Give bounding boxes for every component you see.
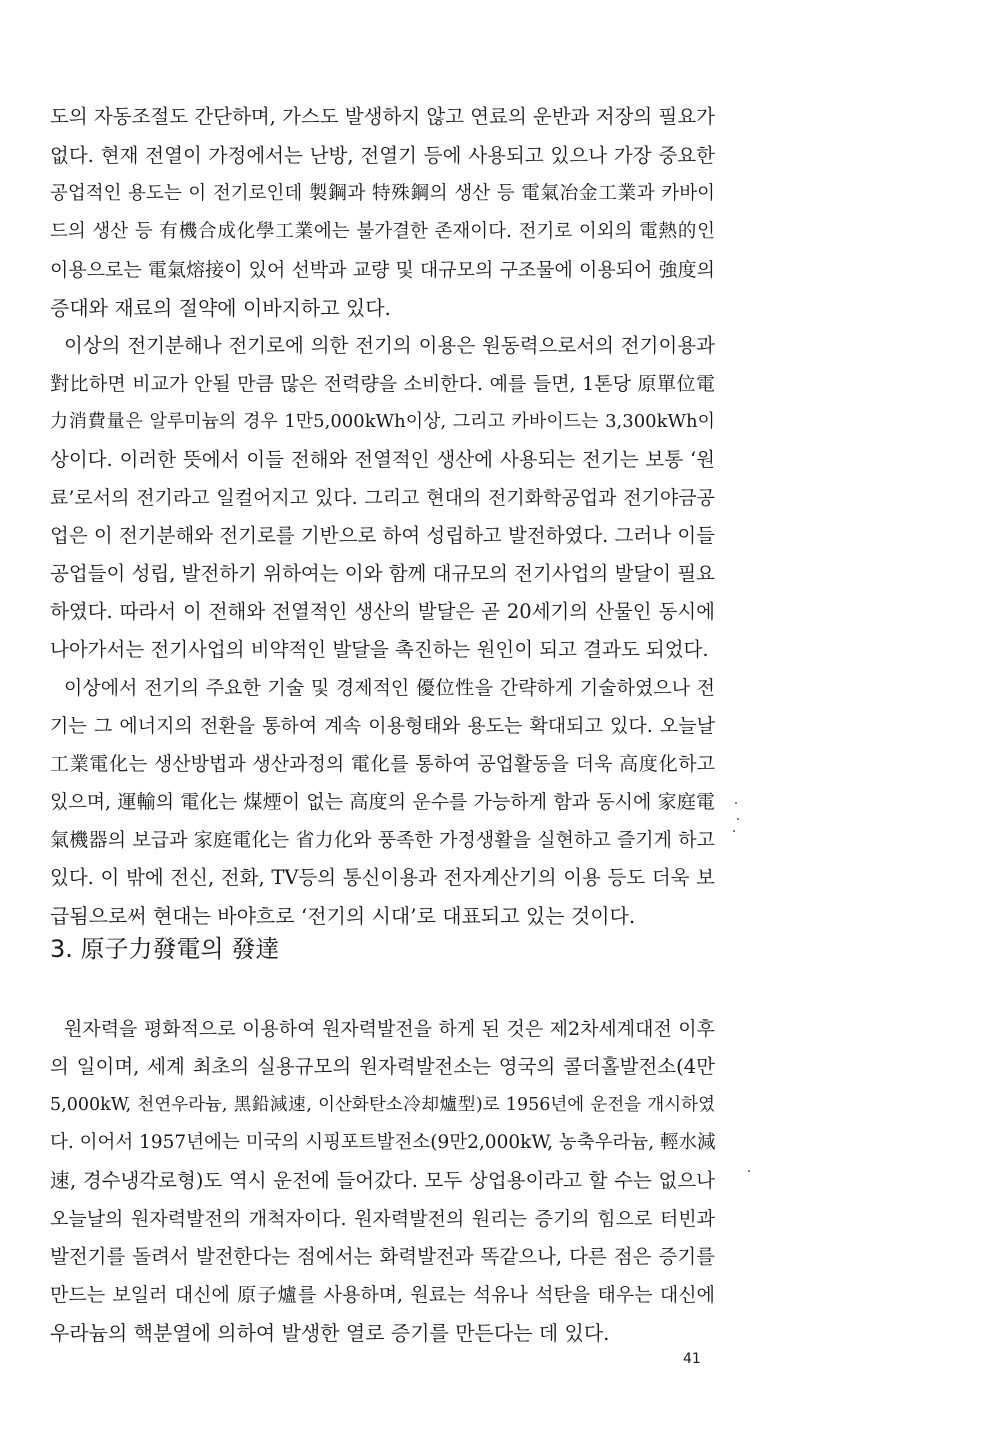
text-line: 없다. 현재 전열이 가정에서는 난방, 전열기 등에 사용되고 있으나 가장 중요한 <box>50 144 715 167</box>
text-line: 이상에서 전기의 주요한 기술 및 경제적인 優位性을 간략하게 기술하였으나 전 <box>64 677 715 699</box>
text-line: 드의 생산 등 有機合成化學工業에는 불가결한 존재이다. 전기로 이외의 電熱的인 <box>50 221 715 242</box>
text-line: 있으며, 運輸의 電化는 煤煙이 없는 高度의 운수를 가능하게 함과 동시에 家庭電 <box>50 791 715 813</box>
section-title: 原子力發電의 發達 <box>80 935 280 963</box>
text-line: 공업적인 용도는 이 전기로인데 製鋼과 特殊鋼의 생산 등 電氣冶金工業과 카바이 <box>50 183 715 204</box>
text-line: 발전기를 돌려서 발전한다는 점에서는 화력발전과 똑같으나, 다른 점은 증기를 <box>50 1245 715 1268</box>
text-line: 도의 자동조절도 간단하며, 가스도 발생하지 않고 연료의 운반과 저장의 필요가 <box>50 105 715 128</box>
text-line: 있다. 이 밖에 전신, 전화, TV등의 통신이용과 전자계산기의 이용 등도 더욱 보 <box>50 866 715 889</box>
text-line: 급됨으로써 현대는 바야흐로 ‘전기의 시대’로 대표되고 있는 것이다. <box>50 904 636 928</box>
text-line: 이용으로는 電氣熔接이 있어 선박과 교량 및 대규모의 구조물에 이용되어 強度의 <box>50 259 715 281</box>
text-line: 우라늄의 핵분열에 의하여 발생한 열로 증기를 만든다는 데 있다. <box>50 1321 610 1345</box>
text-line: 工業電化는 생산방법과 생산과정의 電化를 통하여 공업활동을 더욱 高度化하고 <box>50 753 715 775</box>
text-line: 速, 경수냉각로형)도 역시 운전에 들어갔다. 모두 상업용이라고 할 수는 없으나 <box>50 1169 715 1192</box>
text-line: 氣機器의 보급과 家庭電化는 省力化와 풍족한 가정생활을 실현하고 즐기게 하고 <box>50 829 715 851</box>
text-line: 다. 이어서 1957년에는 미국의 시핑포트발전소(9만2,000kW, 농축우라늄, 輕水減 <box>50 1132 715 1153</box>
text-line: 업은 이 전기분해와 전기로를 기반으로 하여 성립하고 발전하였다. 그러나 이들 <box>50 524 715 547</box>
text-line: 하였다. 따라서 이 전해와 전열적인 생산의 발달은 곧 20세기의 산물인 동시에 <box>50 600 715 623</box>
scan-speck <box>737 818 739 820</box>
text-line: 공업들이 성립, 발전하기 위하여는 이와 함께 대규모의 전기사업의 발달이 필요 <box>50 562 715 585</box>
page-number: 41 <box>683 1351 701 1367</box>
text-line: 기는 그 에너지의 전환을 통하여 계속 이용형태와 용도는 확대되고 있다. 오늘날 <box>50 715 715 737</box>
scan-speck <box>735 802 737 804</box>
text-line: 료’로서의 전기라고 일컬어지고 있다. 그리고 현대의 전기화학공업과 전기야금공 <box>50 487 715 509</box>
text-line: 이상의 전기분해나 전기로에 의한 전기의 이용은 원동력으로서의 전기이용과 <box>64 334 715 357</box>
section-heading <box>50 934 279 964</box>
text-line: 力消費量은 알루미늄의 경우 1만5,000kWh이상, 그리고 카바이드는 3,300kWh이 <box>50 411 715 432</box>
text-line: 5,000kW, 천연우라늄, 黑鉛減速, 이산화탄소冷却爐型)로 1956년에 운전을 개시하였 <box>50 1095 715 1115</box>
text-line: 오늘날의 원자력발전의 개척자이다. 원자력발전의 원리는 증기의 힘으로 터빈과 <box>50 1208 715 1230</box>
text-line: 상이다. 이러한 뜻에서 이들 전해와 전열적인 생산에 사용되는 전기는 보통 ‘원 <box>50 448 715 471</box>
scan-speck <box>748 1170 750 1172</box>
text-line: 의 일이며, 세계 최초의 실용규모의 원자력발전소는 영국의 콜더홀발전소(4만 <box>50 1055 715 1078</box>
text-line: 원자력을 평화적으로 이용하여 원자력발전을 하게 된 것은 제2차세계대전 이후 <box>64 1018 715 1040</box>
text-line: 나아가서는 전기사업의 비약적인 발달을 촉진하는 원인이 되고 결과도 되었다. <box>50 638 709 661</box>
text-line: 만드는 보일러 대신에 原子爐를 사용하며, 원료는 석유나 석탄을 태우는 대신에 <box>50 1284 715 1306</box>
scan-speck <box>733 830 735 832</box>
section-number: 3. <box>50 935 73 963</box>
text-line: 증대와 재료의 절약에 이바지하고 있다. <box>50 296 391 320</box>
text-line: 對比하면 비교가 안될 만큼 많은 전력량을 소비한다. 예를 들면, 1톤당 原單位電 <box>50 373 715 395</box>
